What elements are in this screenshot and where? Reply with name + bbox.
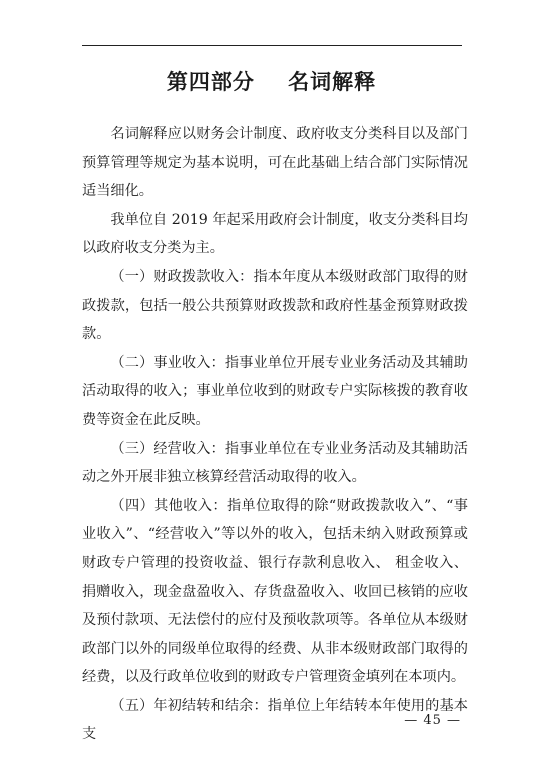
page-number: — 45 —	[404, 713, 461, 728]
paragraph-carryover: （五）年初结转和结余：指单位上年结转本年使用的基本支	[82, 697, 468, 743]
paragraph-other-income: （四）其他收入：指单位取得的除“财政拨款收入”、“事业收入”、“经营收入”等以外的收入，包括未纳入财政预算或财政专户管理的投资收益、银行存款利息收入、 租金收入、捐赠收入，现金盘盈收入、存货盘盈收入、收回已核销的应收及预付款项、无法偿付的应付及预收款项等。各单位从本级财政部门以外的同级单位取得的经费、从非本级财政部门取得的经费，以及行政单位收到的财政专户管理资金填列在本项内。	[82, 497, 468, 686]
paragraph-business-income: （二）事业收入：指事业单位开展专业业务活动及其辅助活动取得的收入；事业单位收到的财政专户实际核拨的教育收费等资金在此反映。	[82, 354, 468, 428]
paragraph-intro: 名词解释应以财务会计制度、政府收支分类科目以及部门预算管理等规定为基本说明，可在此基础上结合部门实际情况适当细化。	[82, 126, 468, 200]
paragraph-operating-income: （三）经营收入：指事业单位在专业业务活动及其辅助活动之外开展非独立核算经营活动取得的收入。	[82, 440, 468, 486]
paragraph-accounting-system: 我单位自 2019 年起采用政府会计制度，收支分类科目均以政府收支分类为主。	[82, 211, 468, 257]
document-body	[82, 120, 468, 749]
page-title: 第四部分 名词解释	[166, 70, 377, 94]
paragraph-fiscal-appropriation: （一）财政拨款收入：指本年度从本级财政部门取得的财政拨款，包括一般公共预算财政拨款和政府性基金预算财政拨款。	[82, 268, 468, 343]
header-rule	[82, 45, 462, 46]
